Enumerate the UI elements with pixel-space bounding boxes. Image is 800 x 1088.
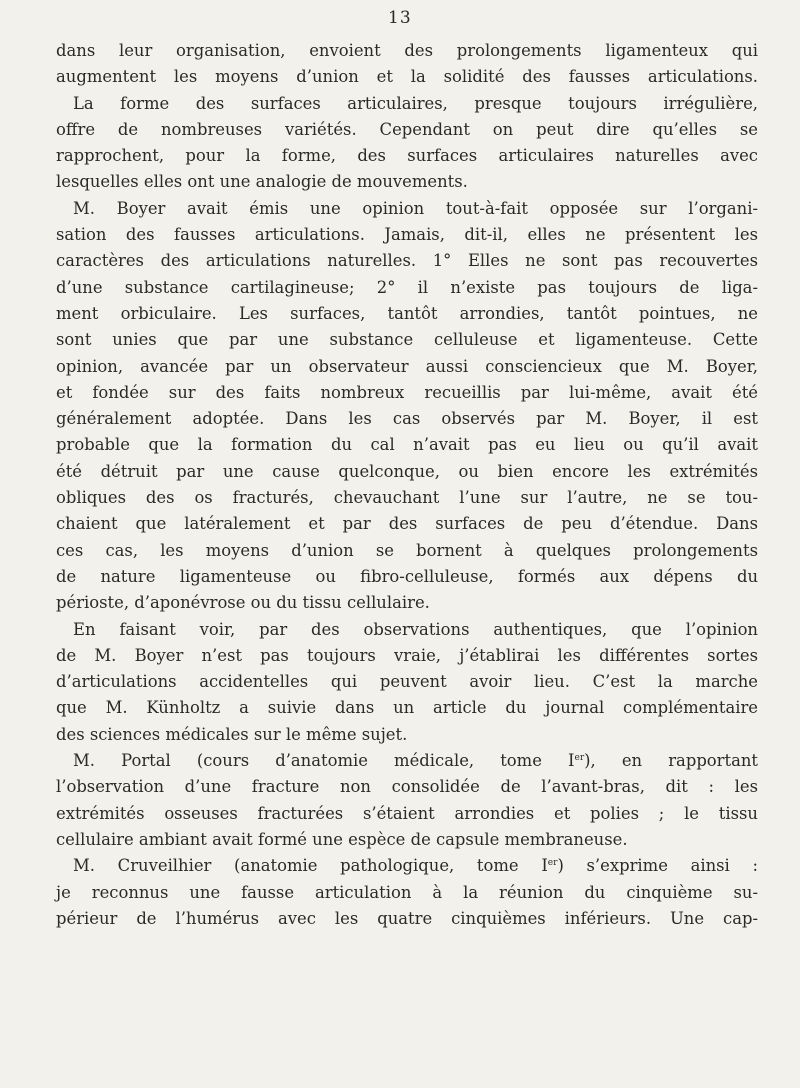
text-line: d’articulations accidentelles qui peuvent avoir lieu. C’est la marche bbox=[56, 672, 758, 692]
text-line: ment orbiculaire. Les surfaces, tantôt arrondies, tantôt pointues, ne bbox=[56, 303, 758, 323]
text-line: et fondée sur des faits nombreux recueillis par lui-même, avait été bbox=[56, 382, 758, 402]
text-line: chaient que latéralement et par des surfaces de peu d’étendue. Dans bbox=[56, 514, 758, 534]
text-line: que M. Künholtz a suivie dans un article du journal complémentaire bbox=[56, 698, 758, 718]
text-line: de M. Boyer n’est pas toujours vraie, j’établirai les différentes sortes bbox=[56, 645, 758, 665]
text-line: de nature ligamenteuse ou fibro-celluleuse, formés aux dépens du bbox=[56, 566, 758, 586]
text-line: été détruit par une cause quelconque, ou bien encore les extrémités bbox=[56, 461, 758, 481]
text-line: lesquelles elles ont une analogie de mouvements. bbox=[56, 172, 468, 192]
text-line: généralement adoptée. Dans les cas observés par M. Boyer, il est bbox=[56, 409, 758, 429]
text-line: obliques des os fracturés, chevauchant l’une sur l’autre, ne se tou- bbox=[56, 488, 758, 508]
text-line: opinion, avancée par un observateur aussi consciencieux que M. Boyer, bbox=[56, 356, 758, 376]
text-line: En faisant voir, par des observations authentiques, que l’opinion bbox=[73, 619, 758, 639]
text-line: sont unies que par une substance celluleuse et ligamenteuse. Cette bbox=[56, 330, 758, 350]
text-line: M. Boyer avait émis une opinion tout-à-fait opposée sur l’organi- bbox=[73, 198, 758, 218]
text-line: offre de nombreuses variétés. Cependant on peut dire qu’elles se bbox=[56, 119, 758, 139]
text-line: rapprochent, pour la forme, des surfaces articulaires naturelles avec bbox=[56, 146, 758, 166]
text-line: probable que la formation du cal n’avait pas eu lieu ou qu’il avait bbox=[56, 435, 758, 455]
text-line: d’une substance cartilagineuse; 2° il n’existe pas toujours de liga- bbox=[56, 277, 758, 297]
text-line: augmentent les moyens d’union et la solidité des fausses articulations. bbox=[56, 67, 758, 87]
text-line: dans leur organisation, envoient des prolongements ligamenteux qui bbox=[56, 41, 758, 60]
text-line: périeur de l’humérus avec les quatre cinquièmes inférieurs. Une cap- bbox=[56, 908, 758, 928]
text-line: l’observation d’une fracture non consolidée de l’avant-bras, dit : les bbox=[56, 777, 758, 797]
text-line: périoste, d’aponévrose ou du tissu cellulaire. bbox=[56, 593, 430, 613]
text-line: extrémités osseuses fracturées s’étaient arrondies et polies ; le tissu bbox=[56, 803, 758, 823]
body-text bbox=[56, 38, 758, 932]
text-line: caractères des articulations naturelles. 1° Elles ne sont pas recouvertes bbox=[56, 251, 758, 271]
text-line: je reconnus une fausse articulation à la réunion du cinquième su- bbox=[56, 882, 758, 902]
text-line: La forme des surfaces articulaires, presque toujours irrégulière, bbox=[73, 93, 758, 113]
text-line: ces cas, les moyens d’union se bornent à quelques prolongements bbox=[56, 540, 758, 560]
text-line: M. Portal (cours d’anatomie médicale, tome Ier), en rapportant bbox=[73, 751, 759, 771]
page-number: 13 bbox=[388, 8, 412, 28]
text-line: cellulaire ambiant avait formé une espèce de capsule membraneuse. bbox=[56, 829, 628, 849]
text-line: M. Cruveilhier (anatomie pathologique, tome Ier) s’exprime ainsi : bbox=[73, 856, 758, 876]
text-line: des sciences médicales sur le même sujet. bbox=[56, 724, 408, 744]
text-line: sation des fausses articulations. Jamais, dit-il, elles ne présentent les bbox=[56, 225, 758, 245]
